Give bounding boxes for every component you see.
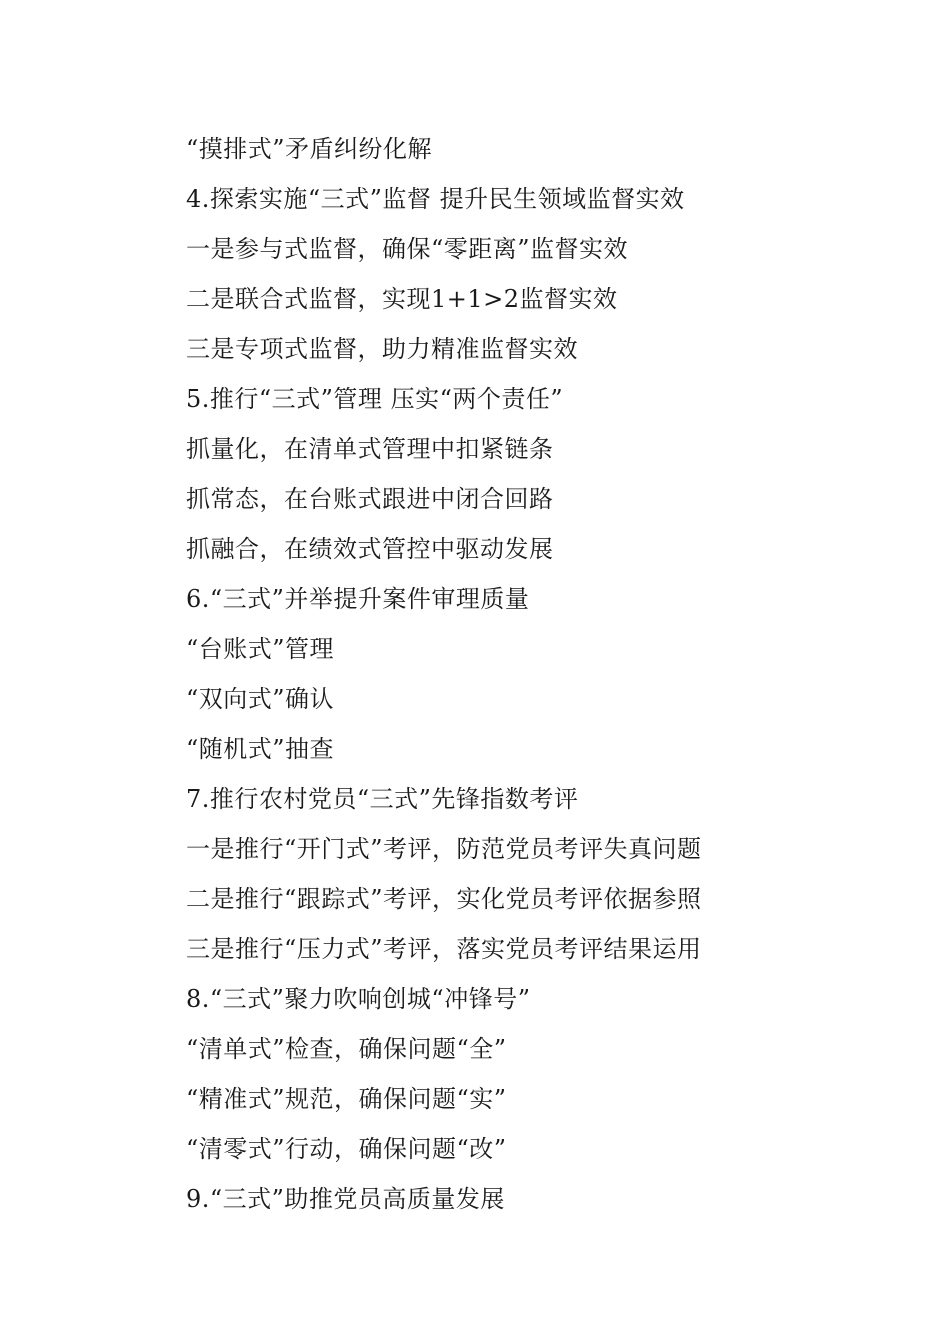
text-line: “台账式”管理 bbox=[186, 635, 335, 663]
text-line: 抓量化，在清单式管理中扣紧链条 bbox=[186, 435, 554, 463]
section-heading: 6.“三式”并举提升案件审理质量 bbox=[186, 585, 530, 613]
section-heading: 4.探索实施“三式”监督 提升民生领域监督实效 bbox=[186, 185, 685, 213]
text-line: 一是参与式监督，确保“零距离”监督实效 bbox=[186, 235, 629, 263]
text-line: “摸排式”矛盾纠纷化解 bbox=[186, 135, 433, 163]
document-body bbox=[186, 124, 886, 1224]
text-line: “随机式”抽查 bbox=[186, 735, 335, 763]
text-line: 三是专项式监督，助力精准监督实效 bbox=[186, 335, 578, 363]
text-line: “清零式”行动，确保问题“改” bbox=[186, 1135, 507, 1163]
text-line: 一是推行“开门式”考评，防范党员考评失真问题 bbox=[186, 835, 702, 863]
section-heading: 8.“三式”聚力吹响创城“冲锋号” bbox=[186, 985, 531, 1013]
section-heading: 5.推行“三式”管理 压实“两个责任” bbox=[186, 385, 564, 413]
text-line: 三是推行“压力式”考评，落实党员考评结果运用 bbox=[186, 935, 702, 963]
text-line: 二是推行“跟踪式”考评，实化党员考评依据参照 bbox=[186, 885, 702, 913]
text-line: “精准式”规范，确保问题“实” bbox=[186, 1085, 507, 1113]
section-heading: 7.推行农村党员“三式”先锋指数考评 bbox=[186, 785, 579, 813]
text-line: 抓融合，在绩效式管控中驱动发展 bbox=[186, 535, 554, 563]
text-line: “双向式”确认 bbox=[186, 685, 335, 713]
text-line: 二是联合式监督，实现1+1>2监督实效 bbox=[186, 285, 618, 313]
text-line: 抓常态，在台账式跟进中闭合回路 bbox=[186, 485, 554, 513]
section-heading: 9.“三式”助推党员高质量发展 bbox=[186, 1185, 505, 1213]
text-line: “清单式”检查，确保问题“全” bbox=[186, 1035, 507, 1063]
